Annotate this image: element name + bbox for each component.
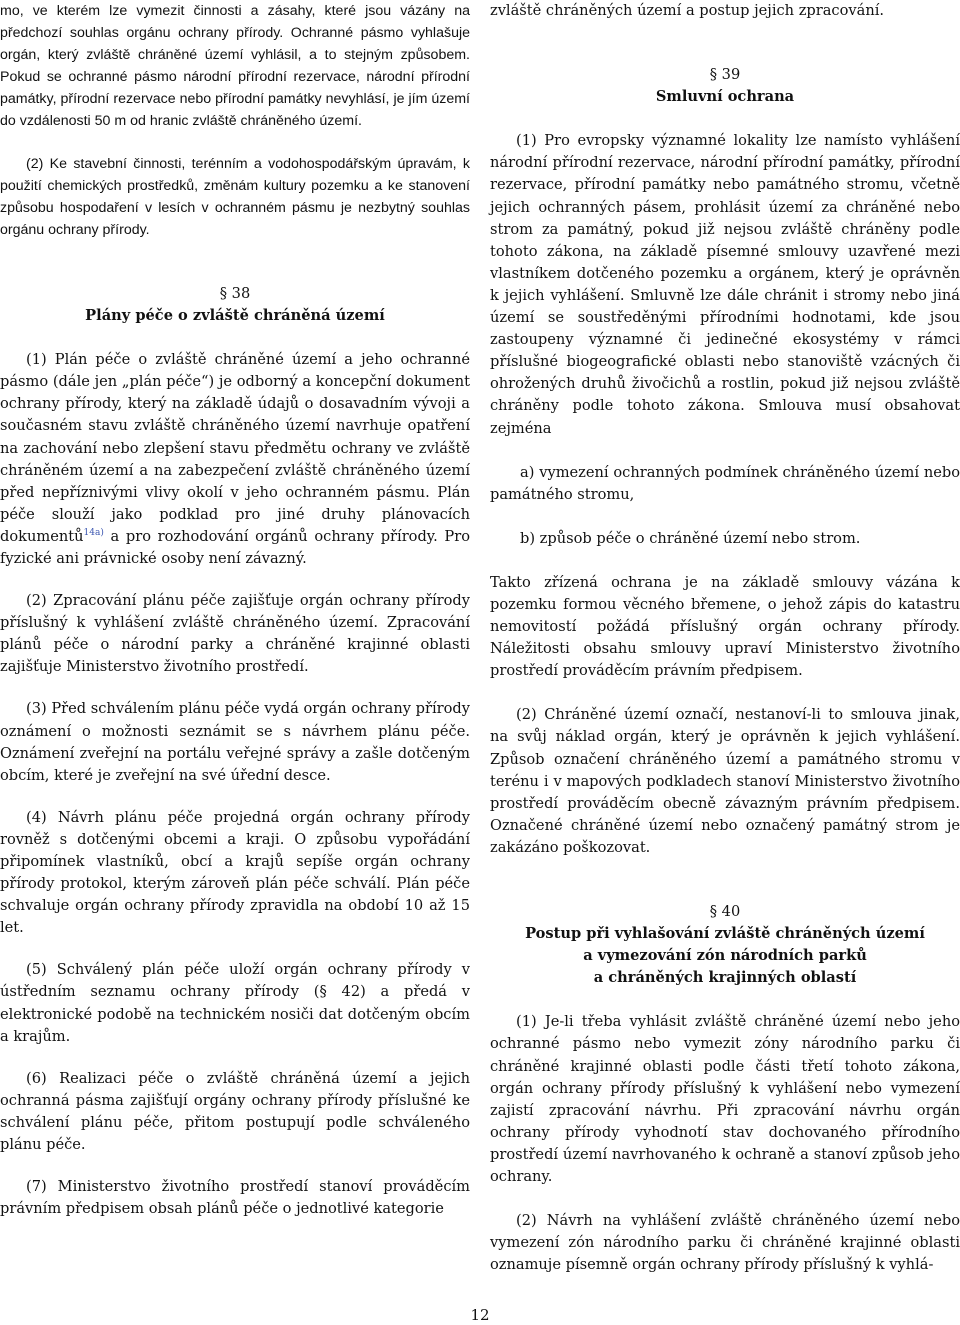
section-40-number: § 40 (709, 903, 741, 920)
paragraph-39-2: (2) Chráněné území označí, nestanoví-li to smlouva jinak, na svůj náklad orgán, který je oprávněn k jejich vyhlášení. Způsob označení chráněného území a památného stromu v terénu i v mapových podkladech stanoví Ministerstvo životního prostředí prováděcím obecně závazným právním předpisem. Označené chráněné území nebo označený památný strom je zakázáno poškozovat. (490, 706, 960, 856)
section-40-title-line-2: a vymezování zón národních parků (583, 947, 867, 965)
section-38-number: § 38 (219, 284, 251, 302)
paragraph-38-5: (5) Schválený plán péče uloží orgán ochrany přírody v ústředním seznamu ochrany přírody (§ 42) a předá v elektronické podobě na technickém nosiči dat dotčeným obcím a krajům. (0, 961, 470, 1045)
page-number: 12 (470, 1306, 490, 1324)
right-column (490, 0, 960, 1276)
paragraph-38-2: (2) Zpracování plánu péče zajišťuje orgán ochrany přírody příslušný k vyhlášení zvláště chráněného území. Zpracování plánů péče o národní parky a chráněné krajinné oblasti zajišťuje Ministerstvo životního prostředí. (0, 592, 470, 676)
paragraph-40-1: (1) Je-li třeba vyhlásit zvláště chráněné území nebo jeho ochranné pásmo nebo vymezit zóny národního parku či chráněné krajinné oblasti podle části třetí tohoto zákona, orgán ochrany přírody příslušný k vyhlášení nebo vymezení zajistí zpracování návrhu. Při zpracování návrhu orgán ochrany přírody vyhodnotí stav dochovaného přírodního prostředí území navrhovaného k ochraně a stanoví způsob jeho ochrany. (490, 1013, 960, 1186)
paragraph-38-1-text-a: (1) Plán péče o zvláště chráněné území a jeho ochranné pásmo (dále jen „plán péče“) je odborný a koncepční dokument ochrany přírody, který na základě údajů o dosavadním vývoji a současném stavu zvláště chráněného území navrhuje opatření na zachování nebo zlepšení stavu předmětu ochrany ve zvláště chráněném území a na zabezpečení zvláště chráněného území před nepříznivými vlivy okolí v jeho ochranném pásmu. Plán péče slouží jako podklad pro jiné druhy plánovacích dokumentů (0, 351, 470, 545)
paragraph-38-6: (6) Realizaci péče o zvláště chráněná území a jejich ochranná pásma zajišťují orgány ochrany přírody příslušné ke schválení plánu péče, přitom postupují podle schváleného plánu péče. (0, 1069, 470, 1154)
section-39-title: Smluvní ochrana (655, 88, 795, 106)
paragraph-continuation: zvláště chráněných území a postup jejich zpracování. (490, 2, 885, 19)
footnote-ref-14a[interactable]: 14a) (83, 528, 104, 539)
paragraph-39-1: (1) Pro evropsky významné lokality lze namísto vyhlášení národní přírodní rezervace, národní přírodní památky, přírodní rezervace, přírodní památky nebo památného stromu, včetně jejich ochranných pásem, prohlásit území za chráněné nebo strom za památný, pokud již nejsou zvláště chráněny podle tohoto zákona, na základě písemné smlouvy uzavřené mezi vlastníkem dotčeného pozemku a orgánem, který je oprávněn k jejich vyhlášení. Smluvně lze dále chránit i stromy nebo jiná území se soustředěnými přírodními hodnotami, kde jsou zastoupeny významné či jedinečné ekosystémy v rámci příslušné biogeografické oblasti nebo stanoviště vzácných či ohrožených druhů živočichů a rostlin, pokud již nejsou zvláště chráněny podle tohoto zákona. Smlouva musí obsahovat zejména (490, 132, 960, 437)
paragraph-38-7: (7) Ministerstvo životního prostředí stanoví prováděcím právním předpisem obsah plánů péče o jednotlivé kategorie (0, 1178, 470, 1218)
paragraph-ochranne-pasmo-intro: mo, ve kterém lze vymezit činnosti a zásahy, které jsou vázány na předchozí souhlas orgánu ochrany přírody. Ochranné pásmo vyhlašuje orgán, který zvláště chráněné území vyhlásil, a to stejným způsobem. Pokud se ochranné pásmo národní přírodní rezervace, národní přírodní památky, přírodní rezervace nebo přírodní památky nevyhlásí, je jím území do vzdálenosti 50 m od hranic zvláště chráněného území. (0, 3, 470, 130)
paragraph-39-takto: Takto zřízená ochrana je na základě smlouvy vázána k pozemku formou věcného břemene, o jehož zápis do katastru nemovitostí požádá příslušný orgán ochrany přírody. Náležitosti obsahu smlouvy upraví Ministerstvo životního prostředí prováděcím právním předpisem. (490, 573, 960, 680)
left-column (0, 0, 470, 1220)
section-40-title-line-1: Postup při vyhlašování zvláště chráněných území (525, 925, 925, 943)
section-40-title-line-3: a chráněných krajinných oblastí (593, 969, 857, 987)
paragraph-39-item-b: b) způsob péče o chráněné území nebo strom. (520, 529, 861, 547)
paragraph-39-item-a: a) vymezení ochranných podmínek chráněného území nebo památného stromu, (490, 463, 960, 503)
section-38-title: Plány péče o zvláště chráněná území (85, 307, 385, 325)
paragraph-38-3: (3) Před schválením plánu péče vydá orgán ochrany přírody oznámení o možnosti seznámit se s návrhem plánu péče. Oznámení zveřejní na portálu veřejné správy a zašle dotčeným obcím, které je zveřejní na své úřední desce. (0, 700, 470, 784)
paragraph-38-4: (4) Návrh plánu péče projedná orgán ochrany přírody rovněž s dotčenými obcemi a kraji. O způsobu vypořádání připomínek vlastníků, obcí a krajů sepíše orgán ochrany přírody protokol, kterým zároveň plán péče schválí. Plán péče schvaluje orgán ochrany přírody zpravidla na období 10 až 15 let. (0, 808, 470, 937)
paragraph-40-2: (2) Návrh na vyhlášení zvláště chráněného území nebo vymezení zón národního parku či chráněné krajinné oblasti oznamuje písemně orgán ochrany přírody příslušný k vyhlá- (490, 1212, 960, 1274)
paragraph-38-1 (0, 349, 470, 570)
paragraph-37-2: (2) Ke stavební činnosti, terénním a vodohospodářským úpravám, k použití chemických prostředků, změnám kultury pozemku a ke stanovení způsobu hospodaření v lesích v ochranném pásmu je nezbytný souhlas orgánu ochrany přírody. (0, 155, 470, 238)
paragraph-38-1-text-b: a pro rozhodování orgánů ochrany přírody. Pro fyzické ani právnické osoby není závazný. (0, 527, 470, 567)
section-39-number: § 39 (709, 66, 741, 84)
